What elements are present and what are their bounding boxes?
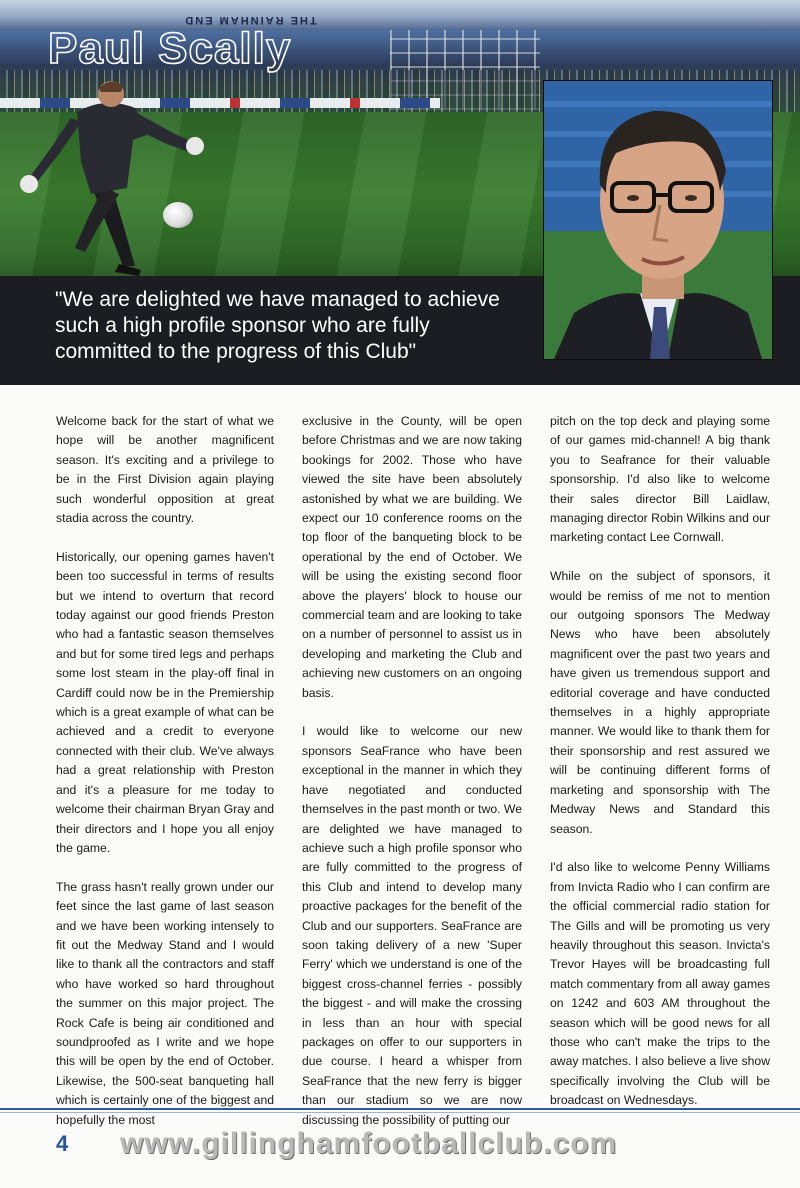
article-paragraph: The grass hasn't really grown under our feet since the last game of last season and we have been working intensely to fit out the Medway Stand and I would like to thank all the contractors and staff who have worked so hard throughout the summer on this major project. The Rock Cafe is being air conditioned and soundproofed as I write and we hope this will be open by the end of October. Likewise, the 500-seat banqueting hall which is certainly one of the biggest and hopefully the most — [56, 879, 274, 1127]
portrait-figure — [544, 81, 772, 359]
article-column-1 — [56, 412, 274, 1149]
page-number: 4 — [56, 1131, 69, 1156]
portrait-photo — [543, 80, 773, 360]
article-paragraph: exclusive in the County, will be open before Christmas and we are now taking bookings for 2002. Those who have viewed the site have been absolutely astonished by what we are building. We expect our 10 conference rooms on the top floor of the banqueting block to be operational by the end of October. We will be using the existing second floor above the players' block to house our commercial team and are looking to take on a number of personnel to assist us in developing and marketing the Club and achieving new customers on an ongoing basis. — [302, 414, 522, 700]
football — [163, 202, 193, 228]
goalkeeper-figure — [15, 70, 215, 280]
article-paragraph: I would like to welcome our new sponsors SeaFrance who have been exceptional in the manner in which they have negotiated and conducted themselves in the past month or two. We are delighted we have managed to achieve such a high profile sponsor who are fully committed to the progress of this Club and intend to develop many proactive packages for the benefit of the Club and our supporters. SeaFrance are soon taking delivery of a new 'Super Ferry' which we understand is one of the biggest cross-channel ferries - possibly the biggest - and will make the crossing in less than an hour with special packages on offer to our supporters in due course. I heard a whisper from SeaFrance that the new ferry is bigger than our stadium so we are now discussing the possibility of putting our — [302, 724, 522, 1127]
footer-rule — [0, 1108, 800, 1110]
article-paragraph: Welcome back for the start of what we hope will be another magnificent season. It's exciting and a privilege to be in the First Division again playing such wonderful opposition at great stadia across the country. — [56, 414, 274, 526]
pull-quote: "We are delighted we have managed to achieve such a high profile sponsor who are fully committed to the progress of this Club" — [55, 288, 500, 363]
website-url[interactable]: www.gillinghamfootballclub.com — [120, 1127, 618, 1160]
stand-sign: THE RAINHAM END — [183, 14, 317, 26]
article-column-3 — [550, 412, 770, 1130]
page-title: Paul Scally — [48, 24, 292, 73]
article-paragraph: pitch on the top deck and playing some of our games mid-channel! A big thank you to Seafrance for their valuable sponsorship. I'd also like to welcome their sales director Bill Laidlaw, managing director Robin Wilkins and our marketing contact Lee Cornwall. — [550, 414, 770, 545]
article-paragraph: While on the subject of sponsors, it would be remiss of me not to mention our outgoing sponsors The Medway News who have been absolutely magnificent over the past two years and have given us tremendous support and editorial coverage and have conducted themselves in a highly appropriate manner. We would like to thank them for their sponsorship and rest assured we will be continuing different forms of marketing and sponsorship with The Medway News and Standard this season. — [550, 569, 770, 836]
footer-rule-thin — [0, 1112, 800, 1113]
article-paragraph: Historically, our opening games haven't been too successful in terms of results but we intend to overturn that record today against our good friends Preston who had a fantastic season themselves and but for some tired legs and perhaps some lost steam in the play-off final in Cardiff could now be in the Premiership which is a great example of what can be achieved and a credit to everyone connected with their club. We've always had a great relationship with Preston and it's a pleasure for me today to welcome their chairman Bryan Gray and their directors and I hope you all enjoy the game. — [56, 549, 274, 855]
article-paragraph: I'd also like to welcome Penny Williams from Invicta Radio who I can confirm are the official commercial radio station for The Gills and will be promoting us very heavily throughout this season. Invicta's Trevor Hayes will be broadcasting full match commentary from all away games on 1242 and 603 AM throughout the season which will be good news for all those who can't make the trips to the away matches. I also believe a live show specifically involving the Club will be broadcast on Wednesdays. — [550, 860, 770, 1108]
article-column-2 — [302, 412, 522, 1149]
